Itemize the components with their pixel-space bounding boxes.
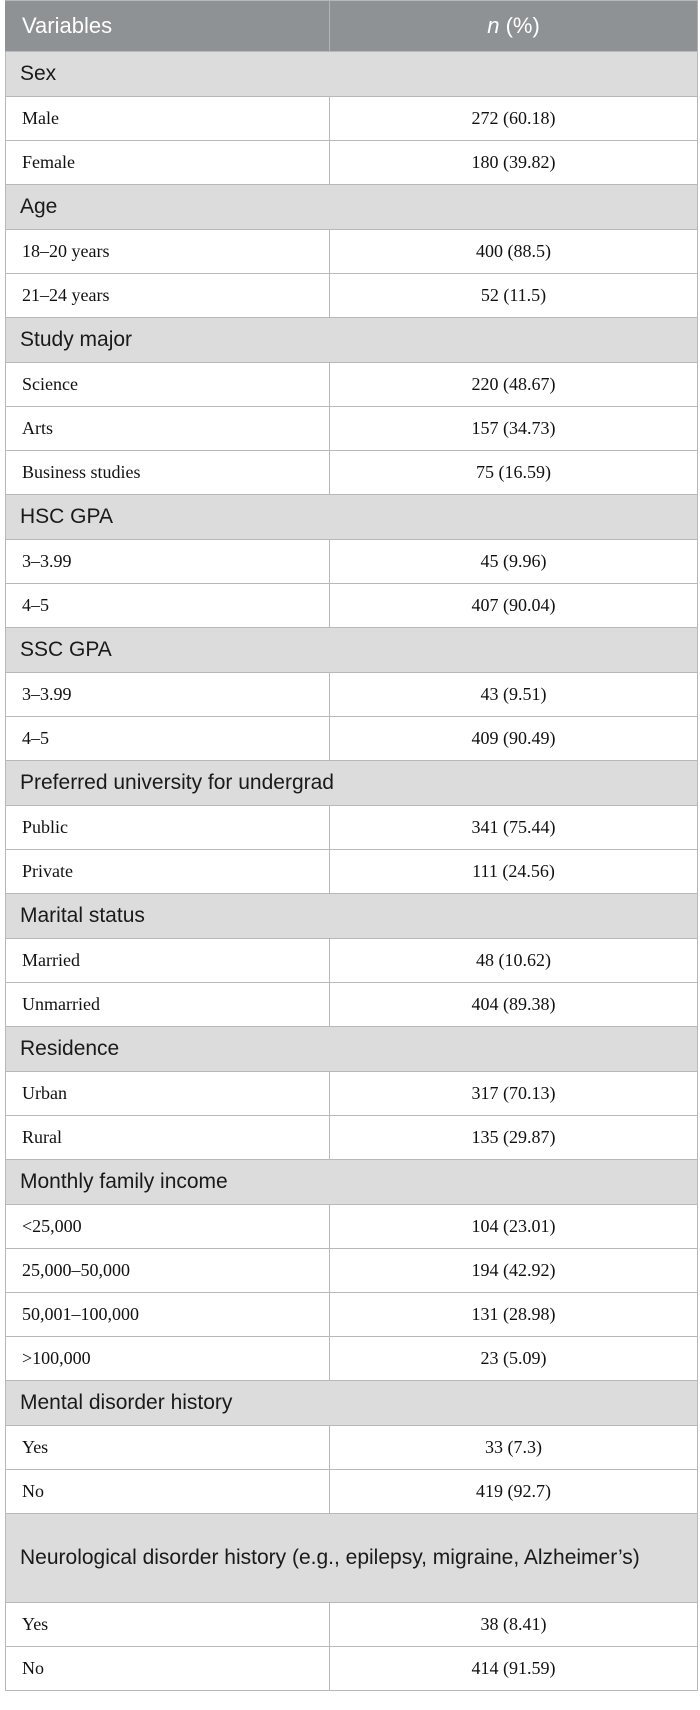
table-row [6,1603,698,1647]
table-row [6,407,698,451]
group-row [6,628,698,673]
group-title: Monthly family income [6,1160,698,1205]
variable-label: 3–3.99 [6,673,330,717]
table-row [6,141,698,185]
table-row [6,451,698,495]
variable-label: <25,000 [6,1205,330,1249]
table-row [6,983,698,1027]
n-percent-value: 45 (9.96) [330,540,698,584]
variable-label: 21–24 years [6,274,330,318]
n-percent-value: 131 (28.98) [330,1293,698,1337]
variable-label: Rural [6,1116,330,1160]
demographics-table [5,0,698,1691]
variable-label: 3–3.99 [6,540,330,584]
n-percent-value: 194 (42.92) [330,1249,698,1293]
variable-label: 4–5 [6,584,330,628]
header-n-percent [330,1,698,52]
variable-label: Urban [6,1072,330,1116]
variable-label: 50,001–100,000 [6,1293,330,1337]
variable-label: 25,000–50,000 [6,1249,330,1293]
variable-label: Male [6,97,330,141]
header-n: n [487,13,500,38]
variable-label: Science [6,363,330,407]
n-percent-value: 400 (88.5) [330,230,698,274]
variable-label: No [6,1470,330,1514]
table-row [6,939,698,983]
n-percent-value: 157 (34.73) [330,407,698,451]
table-row [6,1470,698,1514]
table-row [6,1116,698,1160]
table-row [6,1205,698,1249]
variable-label: Unmarried [6,983,330,1027]
table-row [6,850,698,894]
n-percent-value: 75 (16.59) [330,451,698,495]
variable-label: Yes [6,1426,330,1470]
variable-label: Public [6,806,330,850]
table-row [6,1249,698,1293]
n-percent-value: 33 (7.3) [330,1426,698,1470]
group-row [6,1514,698,1603]
table-row [6,1647,698,1691]
variable-label: Yes [6,1603,330,1647]
group-row [6,1027,698,1072]
group-title: HSC GPA [6,495,698,540]
n-percent-value: 111 (24.56) [330,850,698,894]
n-percent-value: 272 (60.18) [330,97,698,141]
n-percent-value: 317 (70.13) [330,1072,698,1116]
group-row [6,894,698,939]
group-title: SSC GPA [6,628,698,673]
table-body [6,52,698,1691]
group-row [6,1381,698,1426]
table-container [5,0,697,1691]
variable-label: 4–5 [6,717,330,761]
table-row [6,540,698,584]
table-header-row [6,1,698,52]
table-row [6,673,698,717]
group-row [6,52,698,97]
group-title: Mental disorder history [6,1381,698,1426]
group-row [6,1160,698,1205]
group-title: Study major [6,318,698,363]
header-variables: Variables [6,1,330,52]
table-row [6,1426,698,1470]
n-percent-value: 409 (90.49) [330,717,698,761]
variable-label: >100,000 [6,1337,330,1381]
header-percent: (%) [499,13,540,38]
group-title: Residence [6,1027,698,1072]
table-row [6,1293,698,1337]
table-row [6,274,698,318]
table-row [6,363,698,407]
n-percent-value: 180 (39.82) [330,141,698,185]
variable-label: Business studies [6,451,330,495]
n-percent-value: 48 (10.62) [330,939,698,983]
group-row [6,761,698,806]
group-row [6,318,698,363]
n-percent-value: 104 (23.01) [330,1205,698,1249]
variable-label: Arts [6,407,330,451]
group-title: Neurological disorder history (e.g., epilepsy, migraine, Alzheimer’s) [6,1514,698,1603]
n-percent-value: 407 (90.04) [330,584,698,628]
group-row [6,185,698,230]
n-percent-value: 135 (29.87) [330,1116,698,1160]
table-row [6,806,698,850]
group-title: Preferred university for undergrad [6,761,698,806]
variable-label: 18–20 years [6,230,330,274]
group-row [6,495,698,540]
n-percent-value: 52 (11.5) [330,274,698,318]
n-percent-value: 404 (89.38) [330,983,698,1027]
table-row [6,1072,698,1116]
n-percent-value: 43 (9.51) [330,673,698,717]
n-percent-value: 23 (5.09) [330,1337,698,1381]
variable-label: No [6,1647,330,1691]
n-percent-value: 419 (92.7) [330,1470,698,1514]
table-row [6,717,698,761]
table-row [6,230,698,274]
n-percent-value: 38 (8.41) [330,1603,698,1647]
table-row [6,1337,698,1381]
table-row [6,97,698,141]
group-title: Marital status [6,894,698,939]
n-percent-value: 414 (91.59) [330,1647,698,1691]
n-percent-value: 341 (75.44) [330,806,698,850]
table-row [6,584,698,628]
n-percent-value: 220 (48.67) [330,363,698,407]
group-title: Age [6,185,698,230]
variable-label: Private [6,850,330,894]
variable-label: Married [6,939,330,983]
group-title: Sex [6,52,698,97]
variable-label: Female [6,141,330,185]
